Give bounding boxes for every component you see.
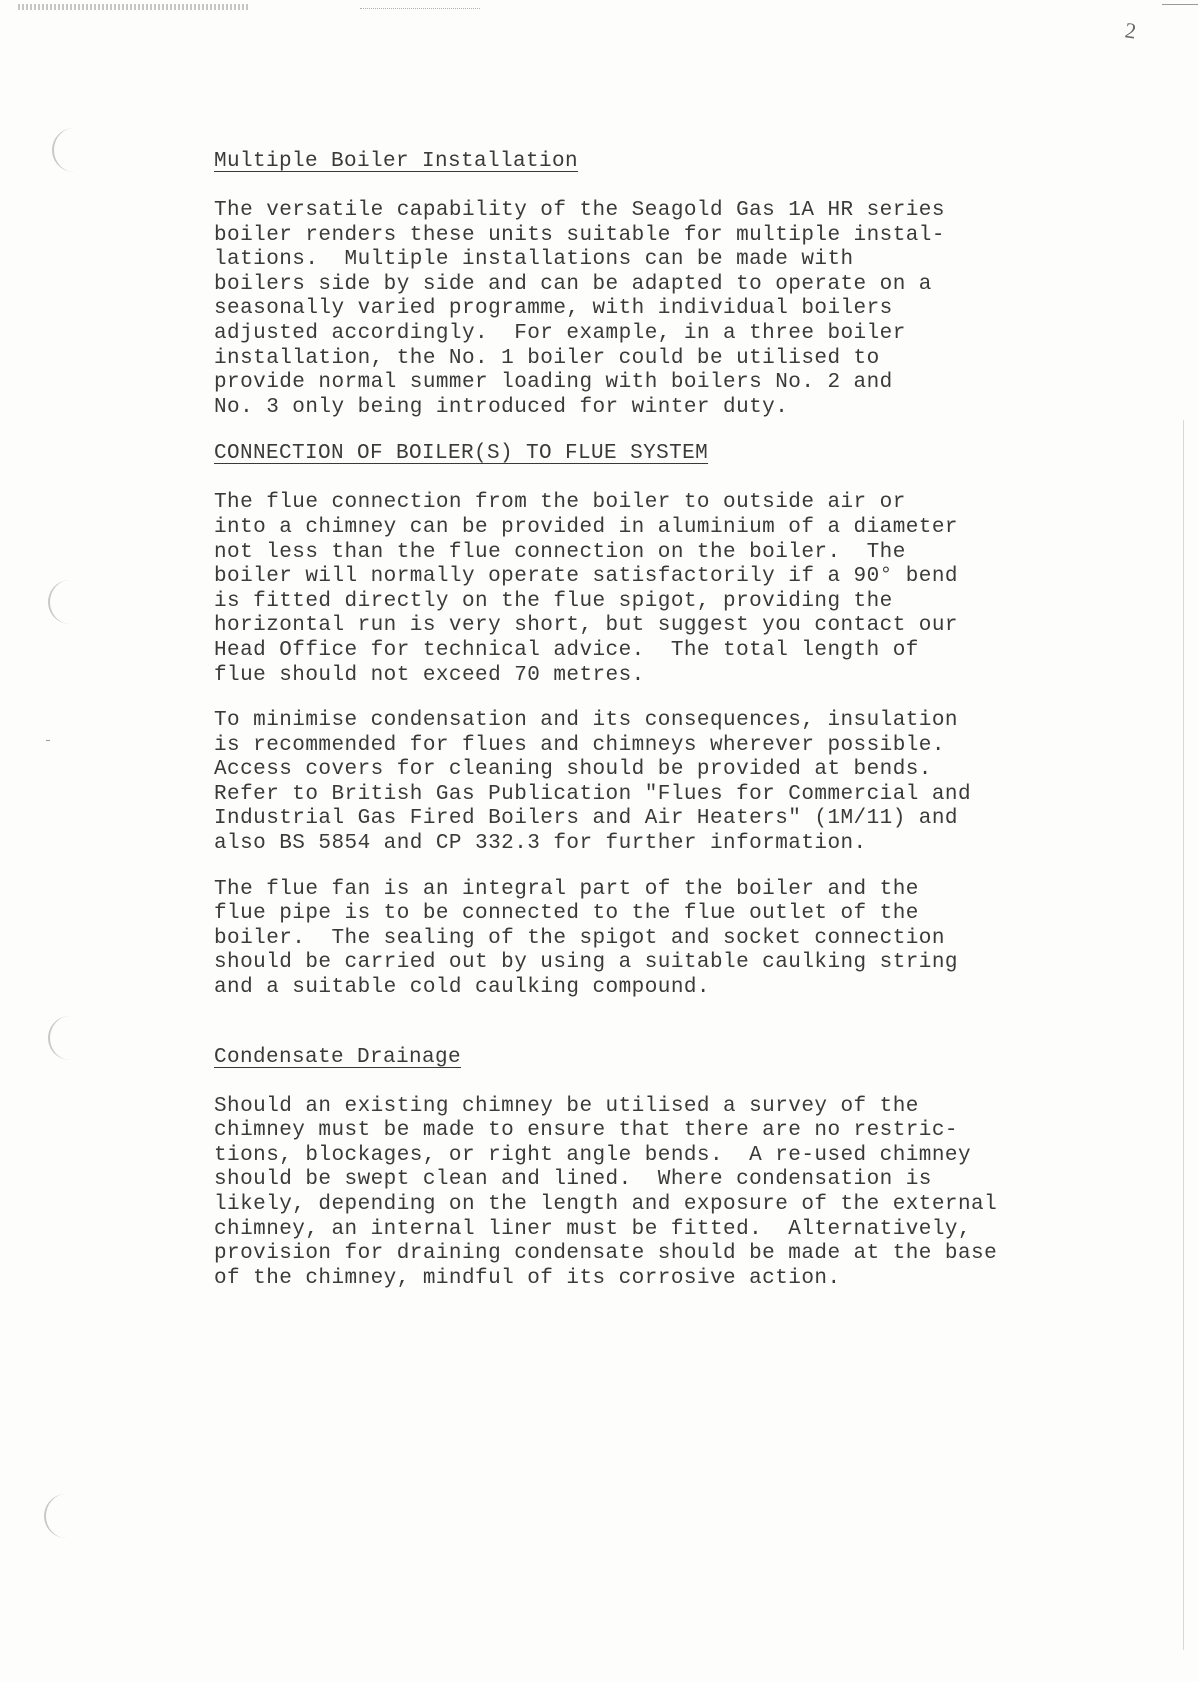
paragraph-condensation: To minimise condensation and its consequences, insulation is recommended for flues and chimneys wherever possible. Access covers for cleaning should be provided at bends. Refer to British Gas Publication "Flues for Commercial and Industrial Gas Fired Boilers and Air Heaters" (1M/11) and also BS 5854 and CP 332.3 for further information. bbox=[214, 709, 972, 856]
punch-hole-mark bbox=[52, 128, 76, 172]
paragraph-multiple-boiler: The versatile capability of the Seagold Gas 1A HR series boiler renders these units suitable for multiple instal- lations. Multiple installations can be made with boilers side by side and can be adapted to operate on a seasonally varied programme, with individual boilers adjusted accordingly. For example, in a three boiler installation, the No. 1 boiler could be utilised to provide normal summer loading with boilers No. 2 and No. 3 only being introduced for winter duty. bbox=[214, 199, 945, 419]
section-heading-condensate-drainage: Condensate Drainage bbox=[214, 1045, 462, 1069]
scan-artifact-corner-line bbox=[1162, 4, 1198, 5]
paragraph-flue-connection: The flue connection from the boiler to outside air or into a chimney can be provided in aluminium of a diameter not less than the flue connection on the boiler. The boiler will normally operate satisfactorily if a 90° bend is fitted directly on the flue spigot, providing the horizontal run is very short, but suggest you contact our Head Office for technical advice. The total length of flue should not exceed 70 metres. bbox=[214, 491, 958, 687]
paragraph-flue-fan: The flue fan is an integral part of the boiler and the flue pipe is to be connected to the flue outlet of the boiler. The sealing of the spigot and socket connection should be carried out by using a suitable caulking string and a suitable cold caulking compound. bbox=[214, 877, 958, 1000]
paragraph-condensate-drainage: Should an existing chimney be utilised a survey of the chimney must be made to ensure that there are no restric- tions, blockages, or right angle bends. A re-used chimney should be swept clean and lined. Where condensation is likely, depending on the length and exposure of the external chimney, an internal liner must be fitted. Alternatively, provision for draining condensate should be made at the base of the chimney, mindful of its corrosive action. bbox=[214, 1094, 998, 1290]
scan-artifact-edge bbox=[1183, 420, 1184, 1650]
scan-artifact-top bbox=[18, 4, 248, 10]
section-heading-multiple-boiler: Multiple Boiler Installation bbox=[214, 150, 579, 173]
punch-hole-mark bbox=[44, 1494, 68, 1538]
section-heading-flue-connection: CONNECTION OF BOILER(S) TO FLUE SYSTEM bbox=[214, 442, 709, 466]
punch-hole-mark bbox=[48, 580, 72, 624]
page-mark: 2 bbox=[1123, 17, 1138, 44]
scan-artifact-dash bbox=[360, 8, 480, 10]
document-body bbox=[214, 150, 1114, 1291]
scan-tick bbox=[46, 740, 50, 741]
punch-hole-mark bbox=[48, 1016, 72, 1060]
